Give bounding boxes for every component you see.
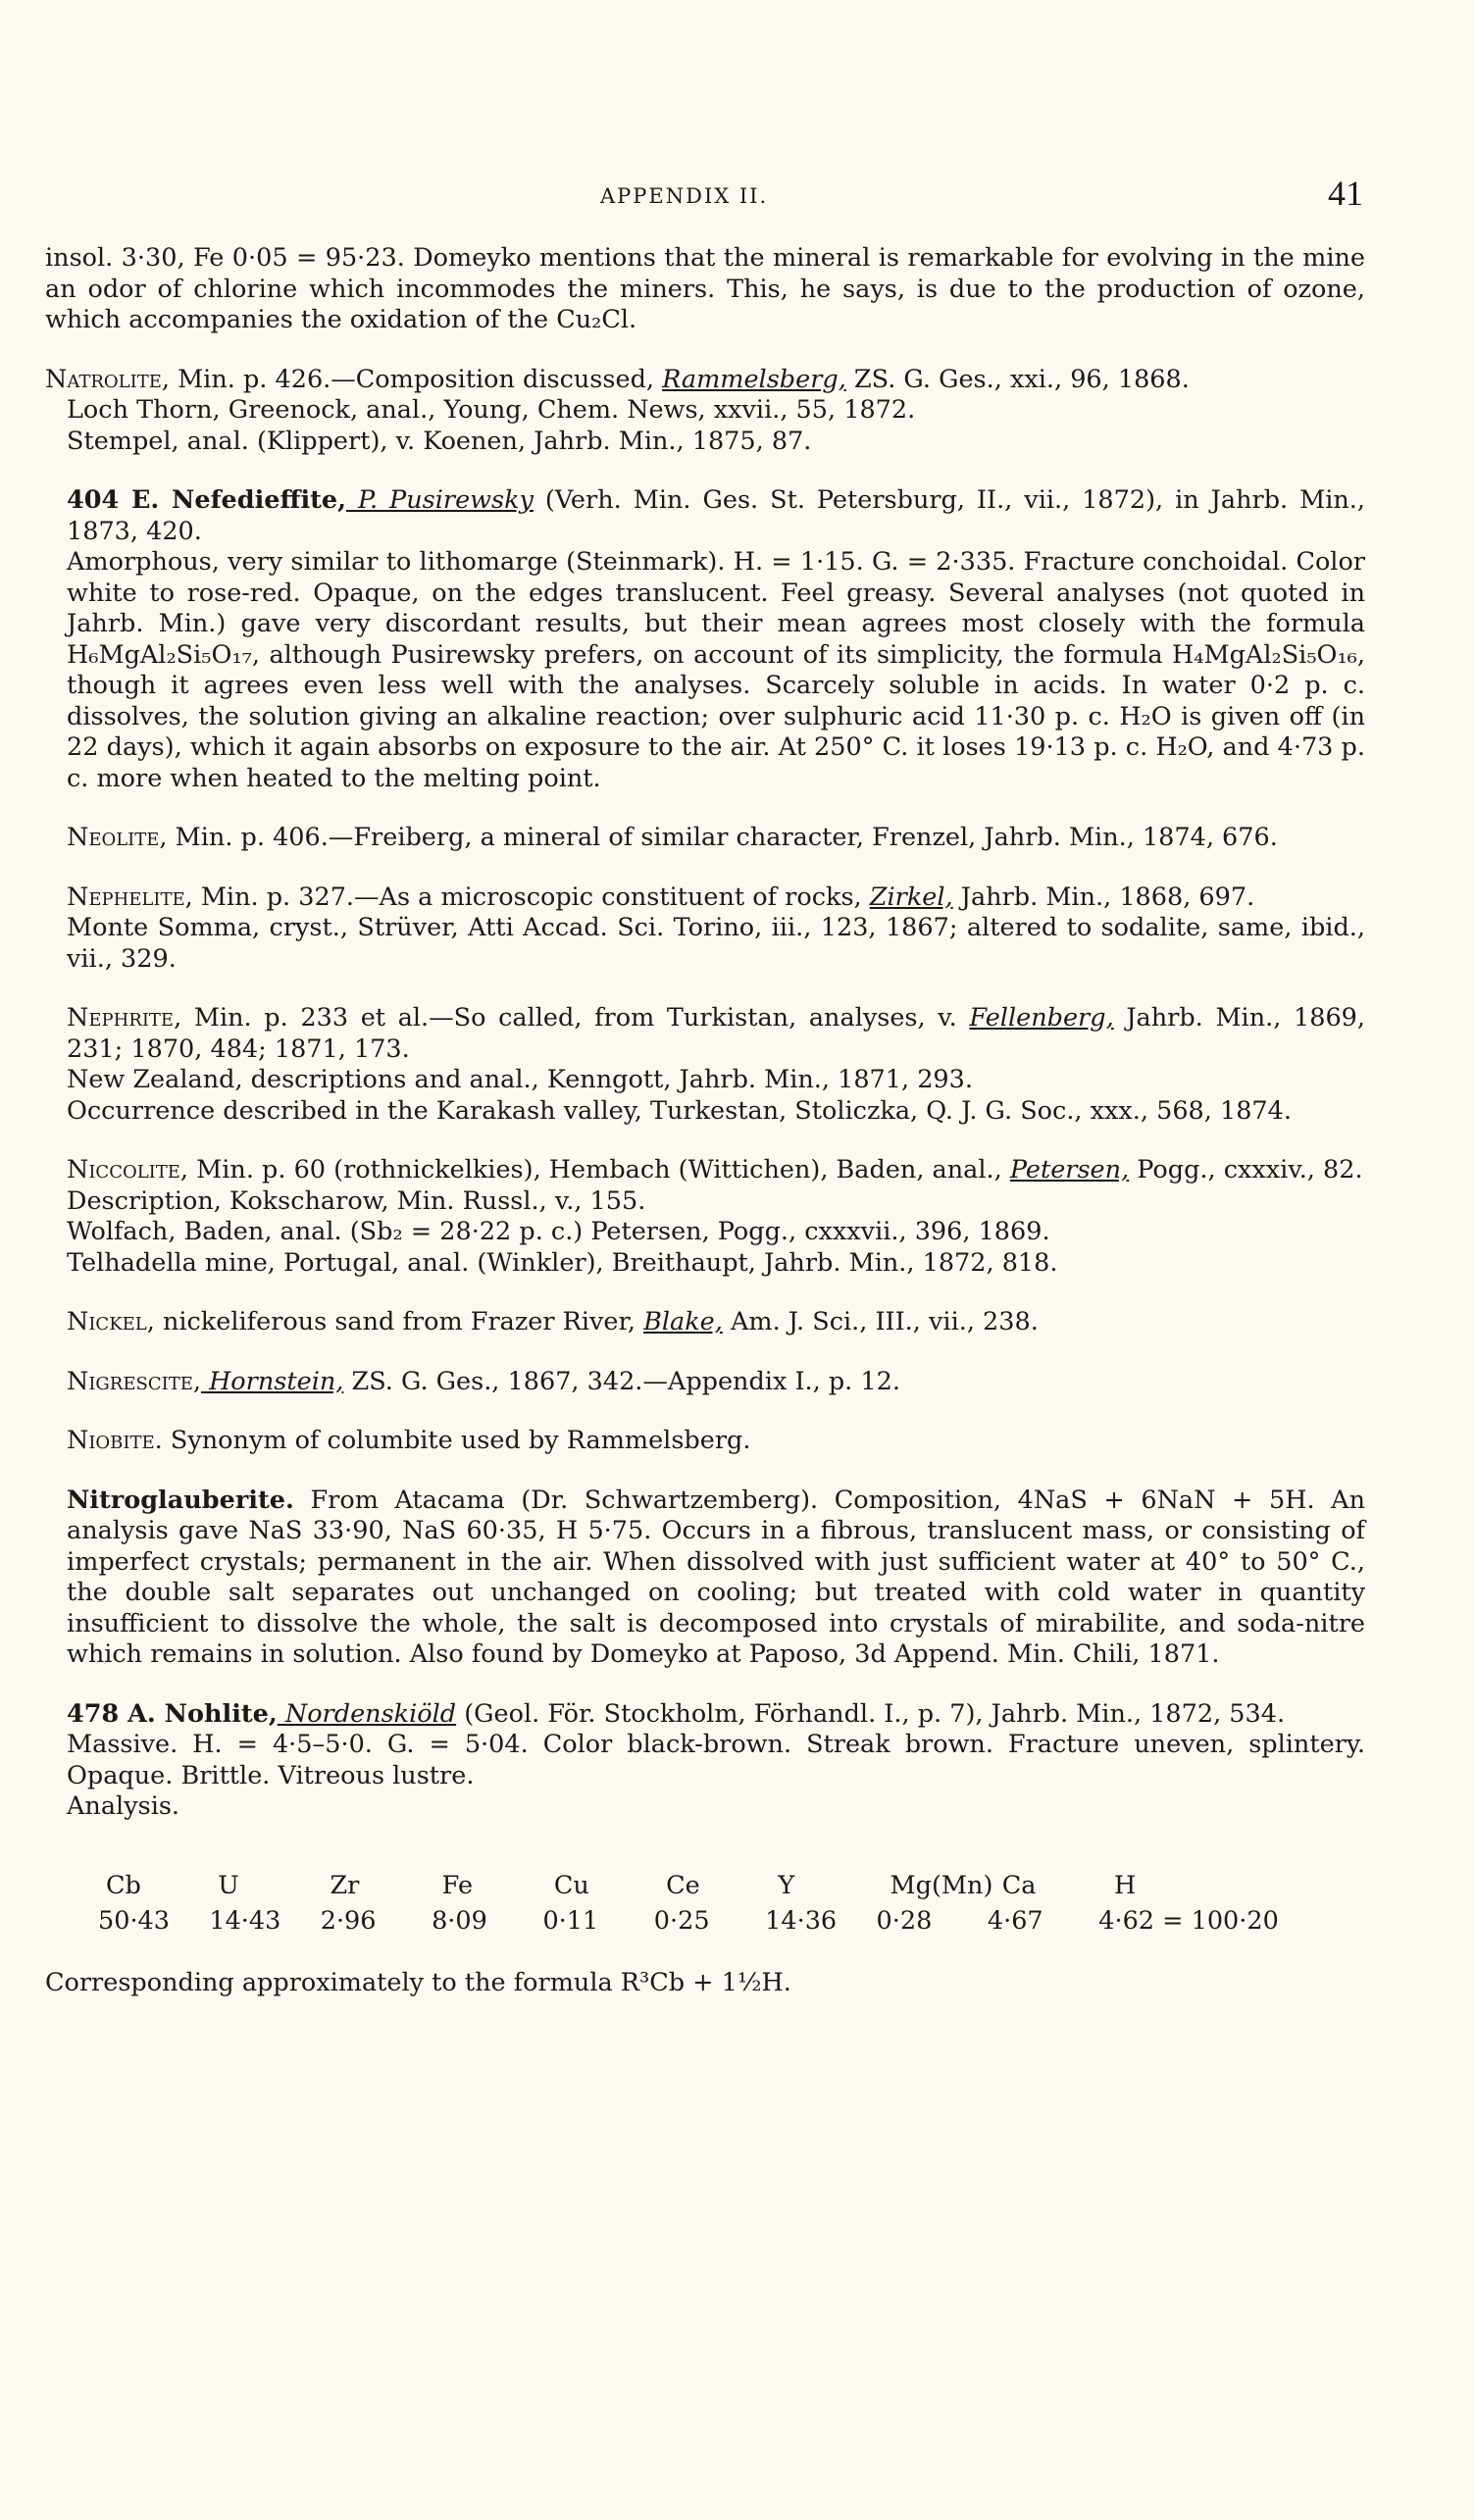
entry-author: Rammelsberg, (662, 364, 846, 394)
natrolite-heading (45, 365, 1365, 396)
nigrescite-heading (45, 1367, 1365, 1398)
entry-nefedieffite (45, 485, 1365, 794)
running-title: APPENDIX II. (600, 184, 769, 208)
entry-ref-end: Jahrb. Min., 1869, 231; 1870, 484; 1871, 173. (67, 1003, 1366, 1064)
entry-ref-end: Pogg., cxxxiv., 82. (1129, 1155, 1363, 1184)
entry-neolite (45, 823, 1365, 854)
entry-author: Zirkel, (869, 882, 953, 912)
nitroglauberite-paragraph (45, 1486, 1365, 1671)
table-header-cell: Fe (441, 1870, 474, 1900)
table-header-cell: Ca (1001, 1870, 1037, 1900)
entry-name: Nohlite, (155, 1698, 278, 1729)
table-header-cell: U (218, 1870, 239, 1900)
entry-number: 404 E. (67, 485, 160, 515)
entry-name: Neolite, (67, 823, 168, 852)
entry-name: Nigrescite, (67, 1366, 201, 1396)
nephrite-heading (45, 1003, 1365, 1065)
niccolite-heading (45, 1155, 1365, 1186)
entry-niobite (45, 1426, 1365, 1457)
entry-author: Nordenskiöld (277, 1698, 457, 1729)
closing-formula-line: Corresponding approximately to the formula R³Cb + 1½H. (45, 1967, 791, 1997)
entry-line: Monte Somma, cryst., Strüver, Atti Accad. Sci. Torino, iii., 123, 1867; altered to sodalite, same, ibid., vii., 329. (67, 913, 1365, 974)
nickel-heading (45, 1307, 1365, 1338)
entry-ref: nickeliferous sand from Frazer River, (154, 1307, 644, 1336)
entry-name: Nefedieffite, (159, 485, 347, 515)
table-header-cell: Ce (666, 1870, 700, 1900)
page-body (45, 243, 1365, 1998)
entry-nohlite (45, 1699, 1365, 1823)
entry-name: Nickel, (67, 1307, 155, 1336)
entry-line: New Zealand, descriptions and anal., Kenngott, Jahrb. Min., 1871, 293. (67, 1065, 973, 1094)
entry-line: Wolfach, Baden, anal. (Sb₂ = 28·22 p. c.) Petersen, Pogg., cxxxvii., 396, 1869. (67, 1217, 1050, 1246)
table-cell: 4·62 = 100·20 (1098, 1905, 1279, 1936)
intro-paragraph: insol. 3·30, Fe 0·05 = 95·23. Domeyko mentions that the mineral is remarkable for evolving in the mine an odor of chlorine which incommodes the miners. This, he says, is due to the production of ozone, which accompanies the oxidation of the Cu₂Cl. (45, 243, 1365, 334)
entry-line: Stempel, anal. (Klippert), v. Koenen, Jahrb. Min., 1875, 87. (67, 426, 812, 456)
entry-description: From Atacama (Dr. Schwartzemberg). Composition, 4NaS + 6NaN + 5H. An analysis gave NaS 33·90, NaS 60·35, H 5·75. Occurs in a fibrous, translucent mass, or consisting of imperfect crystals; permanent in the air. When dissolved with just sufficient water at 40° to 50° C., the double salt separates out unchanged on cooling; but treated with cold water in quantity insufficient to dissolve the whole, the salt is decomposed into crystals of mirabilite, and soda-nitre which remains in solution. Also found by Domeyko at Paposo, 3d Append. Min. Chili, 1871. (67, 1485, 1365, 1669)
entry-author: Fellenberg, (969, 1003, 1114, 1033)
entry-line: Description, Kokscharow, Min. Russl., v., 155. (67, 1185, 646, 1216)
entry-nephrite (45, 1003, 1365, 1127)
nefedieffite-heading (45, 485, 1365, 547)
entry-niccolite (45, 1155, 1365, 1279)
entry-ref: Min. p. 327.—As a microscopic constituent of rocks, (192, 882, 870, 912)
neolite-heading (45, 823, 1365, 854)
table-cell: 14·36 (765, 1905, 838, 1936)
entry-nephelite (45, 882, 1365, 976)
niobite-heading (45, 1426, 1365, 1457)
entry-ref-end: ZS. G. Ges., xxi., 96, 1868. (845, 364, 1190, 394)
table-header-cell: Mg(Mn) (890, 1870, 993, 1900)
entry-ref: Min. p. 233 et al.—So called, from Turkistan, analyses, v. (181, 1003, 970, 1033)
table-cell: 8·09 (432, 1905, 487, 1936)
entry-ref-end: Jahrb. Min., 1868, 697. (952, 882, 1255, 912)
entry-name: Nephrite, (67, 1003, 182, 1033)
entry-author: P. Pusirewsky (346, 485, 534, 515)
entry-ref: ZS. G. Ges., 1867, 342.—Appendix I., p. 12. (343, 1366, 900, 1396)
entry-author: Hornstein, (200, 1366, 344, 1396)
entry-name: Natrolite, (45, 364, 170, 394)
table-header-cell: Zr (330, 1870, 360, 1900)
table-row (98, 1903, 1344, 1939)
page-header (0, 175, 1475, 224)
entry-ref: (Verh. Min. Ges. St. Petersburg, II., vii., 1872), in Jahrb. Min., 1873, 420. (67, 485, 1366, 546)
entry-ref: Synonym of columbite used by Rammelsberg. (162, 1426, 751, 1455)
table-cell: 0·11 (542, 1905, 599, 1936)
entry-author: Blake, (643, 1307, 723, 1336)
entry-line: Occurrence described in the Karakash valley, Turkestan, Stoliczka, Q. J. G. Soc., xxx., 568, 1874. (67, 1095, 1292, 1126)
entry-line: Telhadella mine, Portugal, anal. (Winkler), Breithaupt, Jahrb. Min., 1872, 818. (67, 1247, 1058, 1278)
table-cell: 50·43 (98, 1905, 171, 1936)
entry-author: Petersen, (1009, 1155, 1130, 1184)
entry-number: 478 A. (67, 1698, 156, 1729)
entry-ref: Min. p. 60 (rothnickelkies), Hembach (Wittichen), Baden, anal., (188, 1155, 1010, 1184)
table-cell: 14·43 (209, 1905, 281, 1936)
table-cell: 2·96 (320, 1905, 377, 1936)
entry-name: Niobite. (67, 1426, 163, 1455)
table-header-cell: Cu (553, 1870, 589, 1900)
entry-ref: (Geol. För. Stockholm, Förhandl. I., p. 7), Jahrb. Min., 1872, 534. (456, 1698, 1286, 1729)
table-cell: 0·25 (653, 1905, 710, 1936)
page-number: 41 (1328, 174, 1363, 213)
analysis-table (98, 1868, 1344, 1939)
table-header-cell: Cb (106, 1870, 141, 1900)
entry-natrolite (45, 365, 1365, 458)
table-header-cell: Y (778, 1870, 795, 1900)
entry-description: Massive. H. = 4·5–5·0. G. = 5·04. Color black-brown. Streak brown. Fracture uneven, splintery. Opaque. Brittle. Vitreous lustre. (67, 1730, 1365, 1790)
table-cell: 0·28 (876, 1905, 933, 1936)
entry-ref-end: Am. J. Sci., III., vii., 238. (722, 1307, 1039, 1336)
entry-name: Nitroglauberite. (67, 1485, 294, 1515)
entry-name: Niccolite, (67, 1155, 189, 1184)
entry-line: Loch Thorn, Greenock, anal., Young, Chem. News, xxvii., 55, 1872. (67, 395, 916, 425)
entry-nigrescite (45, 1367, 1365, 1398)
entry-description: Amorphous, very similar to lithomarge (Steinmark). H. = 1·15. G. = 2·335. Fracture conchoidal. Color white to rose-red. Opaque, on the edges translucent. Feel greasy. Several analyses (not quoted in Jahrb. Min.) gave very discordant results, but their mean agrees most closely with the formula H₆MgAl₂Si₅O₁₇, although Pusirewsky prefers, on account of its simplicity, the formula H₄MgAl₂Si₅O₁₆, though it agrees even less well with the analyses. Scarcely soluble in acids. In water 0·2 p. c. dissolves, the solution giving an alkaline reaction; over sulphuric acid 11·30 p. c. H₂O is given off (in 22 days), which it again absorbs on exposure to the air. At 250° C. it loses 19·13 p. c. H₂O, and 4·73 p. c. more when heated to the melting point. (67, 547, 1365, 793)
entry-ref: Min. p. 426.—Composition discussed, (169, 364, 663, 394)
entry-name: Nephelite, (67, 882, 193, 912)
entry-nickel (45, 1307, 1365, 1338)
table-header-row (98, 1868, 1344, 1903)
nohlite-heading (45, 1699, 1365, 1731)
entry-ref: Min. p. 406.—Freiberg, a mineral of similar character, Frenzel, Jahrb. Min., 1874, 676. (167, 823, 1278, 852)
entry-nitroglauberite (45, 1486, 1365, 1671)
nephelite-heading (45, 882, 1365, 914)
table-header-cell: H (1113, 1870, 1137, 1900)
analysis-label: Analysis. (67, 1791, 180, 1821)
table-cell: 4·67 (987, 1905, 1043, 1936)
entry-intro (45, 243, 1365, 336)
